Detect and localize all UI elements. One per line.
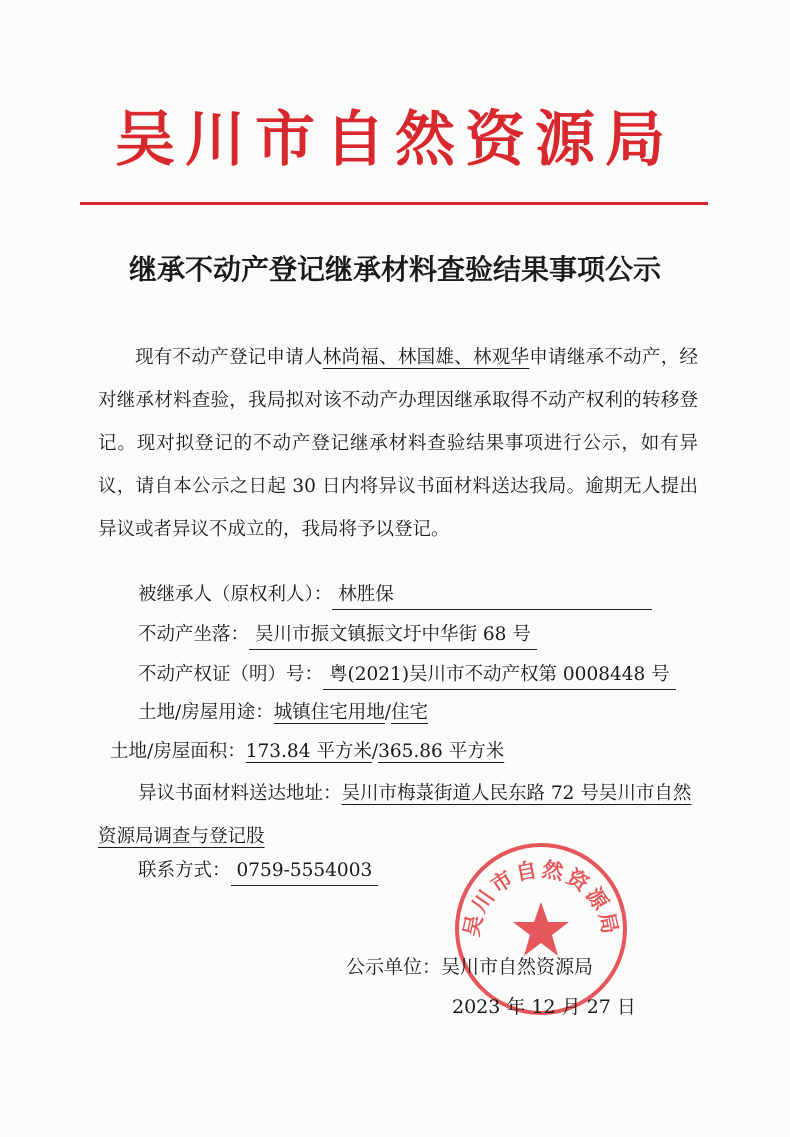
certificate-label: 不动产权证（明）号： (138, 664, 324, 685)
location-label: 不动产坐落： (138, 624, 250, 645)
area-row (110, 737, 504, 767)
issuer-header: 吴川市自然资源局 (115, 105, 675, 175)
usage-land: 城镇住宅用地 (273, 702, 385, 723)
signature-date: 2023 年 12 月 27 日 (452, 996, 636, 1018)
address-value: 吴川市梅菉街道人民东路 72 号吴川市自然资源局调查与登记股 (98, 783, 692, 847)
contact-row (138, 856, 378, 886)
contact-label: 联系方式： (138, 860, 231, 881)
usage-row (138, 698, 428, 728)
document-title: 继承不动产登记继承材料查验结果事项公示 (128, 253, 661, 286)
area-house: 365.86 平方米 (378, 741, 505, 762)
location-row (138, 620, 537, 650)
usage-label: 土地/房屋用途： (138, 702, 274, 723)
signature-unit-label: 公示单位： (346, 956, 442, 978)
applicants: 林尚福、林国雄、林观华 (322, 347, 530, 368)
decedent-label: 被继承人（原权利人）： (138, 584, 333, 605)
certificate-value: 粤(2021)吴川市不动产权第 0008448 号 (323, 661, 676, 690)
certificate-row (138, 660, 676, 690)
location-value: 吴川市振文镇振文圩中华街 68 号 (249, 621, 537, 650)
contact-value: 0759-5554003 (231, 857, 379, 886)
area-land: 173.84 平方米 (245, 741, 372, 762)
decedent-value: 林胜保 (332, 581, 652, 610)
header-divider (80, 202, 708, 205)
signature-unit (346, 952, 593, 982)
body-suffix: 申请继承不动产，经对继承材料查验，我局拟对该不动产办理因继承取得不动产权利的转移登记。现对拟登记的不动产登记继承材料查验结果事项进行公示，如有异议，请自本公示之日起 30 日内将异议书面材料送达我局。逾期无人提出异议或者异议不成立的，我局将予以登记。 (98, 347, 698, 540)
usage-house: 住宅 (390, 702, 428, 723)
area-label: 土地/房屋面积： (110, 741, 246, 762)
address-label: 异议书面材料送达地址： (138, 783, 342, 804)
body-prefix: 现有不动产登记申请人 (135, 347, 323, 368)
usage-separator: / (384, 702, 391, 723)
signature-unit-value: 吴川市自然资源局 (441, 956, 594, 978)
body-paragraph (98, 336, 698, 551)
decedent-row (138, 580, 652, 610)
svg-text:吴川市自然资源局: 吴川市自然资源局 (459, 857, 623, 939)
area-separator: / (371, 741, 379, 762)
